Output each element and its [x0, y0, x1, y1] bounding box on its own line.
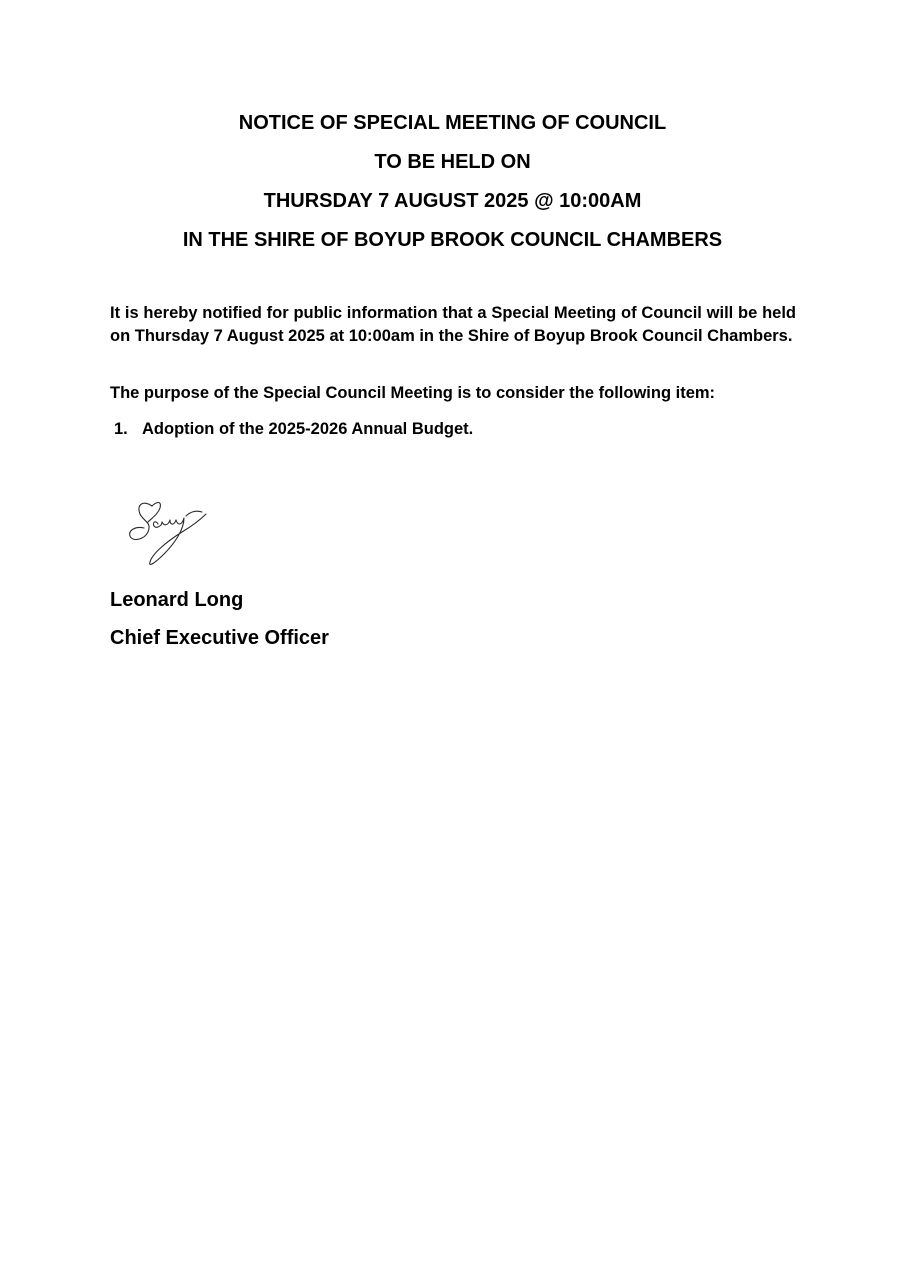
agenda-item-number: 1.	[114, 420, 128, 438]
notice-heading	[0, 110, 905, 266]
signatory-title: Chief Executive Officer	[110, 627, 329, 649]
heading-line-1: NOTICE OF SPECIAL MEETING OF COUNCIL	[238, 112, 667, 134]
heading-line-2: TO BE HELD ON	[374, 151, 531, 173]
agenda-item-text: Adoption of the 2025-2026 Annual Budget.	[142, 420, 474, 438]
agenda-item	[114, 418, 473, 441]
handwritten-signature	[122, 492, 212, 574]
heading-line-3: THURSDAY 7 AUGUST 2025 @ 10:00AM	[263, 190, 642, 212]
purpose-paragraph: The purpose of the Special Council Meeting is to consider the following item:	[110, 384, 716, 402]
signatory-name: Leonard Long	[110, 589, 244, 611]
notice-paragraph: It is hereby notified for public information that a Special Meeting of Council will be held on Thursday 7 August 2025 at 10:00am in the Shire of Boyup Brook Council Chambers.	[110, 304, 796, 345]
heading-line-4: IN THE SHIRE OF BOYUP BROOK COUNCIL CHAMBERS	[182, 229, 723, 251]
